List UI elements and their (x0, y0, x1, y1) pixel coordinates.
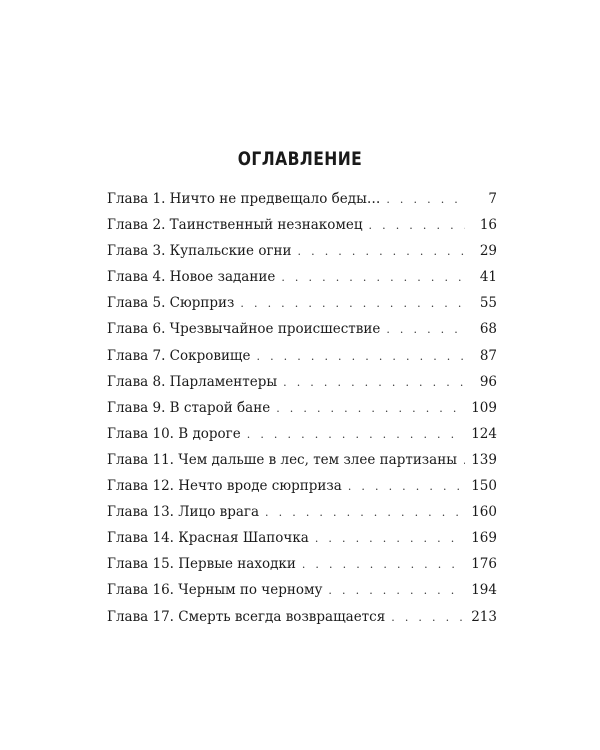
page-number: 96 (479, 373, 497, 390)
page-number: 55 (479, 295, 497, 312)
dot-leader (283, 370, 465, 396)
toc-entry (107, 316, 497, 342)
chapter-title: Глава 1. Ничто не предвещало беды… (107, 191, 381, 207)
page-number: 41 (479, 269, 497, 286)
chapter-title: Глава 12. Нечто вроде сюрприза (107, 478, 342, 495)
toc-entry (107, 525, 497, 551)
page-number: 160 (471, 504, 497, 521)
page-number: 29 (479, 243, 497, 260)
page-number: 109 (471, 399, 497, 416)
toc-entry (107, 343, 497, 369)
page-number: 213 (471, 608, 497, 625)
page-number: 169 (471, 530, 497, 547)
toc-entry (107, 212, 497, 238)
dot-leader (391, 605, 465, 631)
page-number: 150 (471, 478, 497, 495)
chapter-title: Глава 9. В старой бане (107, 399, 271, 416)
chapter-title: Глава 13. Лицо врага (107, 504, 260, 521)
chapter-title: Глава 11. Чем дальше в лес, тем злее партизаны (107, 451, 457, 468)
page-title: ОГЛАВЛЕНИЕ (237, 148, 363, 170)
page-number: 124 (471, 425, 497, 442)
table-of-contents (107, 186, 497, 630)
chapter-title: Глава 16. Черным по черному (107, 582, 323, 599)
chapter-title: Глава 6. Чрезвычайное происшествие (107, 321, 381, 338)
toc-entry (107, 421, 497, 447)
page-number: 7 (488, 191, 497, 207)
page-number: 16 (479, 217, 497, 234)
page-number: 194 (471, 582, 497, 599)
chapter-title: Глава 8. Парламентеры (107, 373, 278, 390)
page-number: 176 (471, 556, 497, 573)
toc-entry (107, 186, 497, 212)
chapter-title: Глава 17. Смерть всегда возвращается (107, 608, 386, 625)
toc-entry (107, 604, 497, 630)
chapter-title: Глава 2. Таинственный незнакомец (107, 217, 363, 234)
toc-entry (107, 577, 497, 603)
toc-entry (107, 264, 497, 290)
dot-leader (386, 187, 465, 213)
chapter-title: Глава 7. Сокровище (107, 347, 251, 364)
dot-leader (298, 239, 465, 265)
toc-entry (107, 447, 497, 473)
chapter-title: Глава 5. Сюрприз (107, 295, 235, 312)
dot-leader (281, 265, 465, 291)
chapter-title: Глава 4. Новое задание (107, 269, 276, 286)
dot-leader (256, 344, 465, 370)
dot-leader (328, 578, 465, 604)
dot-leader (276, 396, 465, 422)
chapter-title: Глава 15. Первые находки (107, 556, 296, 573)
dot-leader (247, 422, 465, 448)
toc-entry (107, 290, 497, 316)
toc-entry (107, 473, 497, 499)
toc-entry (107, 499, 497, 525)
dot-leader (315, 526, 465, 552)
dot-leader (348, 474, 465, 500)
page-number: 139 (471, 451, 497, 468)
dot-leader (386, 317, 465, 343)
page-number: 87 (479, 347, 497, 364)
toc-entry (107, 369, 497, 395)
dot-leader (240, 291, 465, 317)
dot-leader (302, 552, 465, 578)
toc-entry (107, 395, 497, 421)
toc-entry (107, 551, 497, 577)
dot-leader (265, 500, 465, 526)
chapter-title: Глава 14. Красная Шапочка (107, 530, 309, 547)
dot-leader (369, 213, 465, 239)
toc-entry (107, 238, 497, 264)
page-number: 68 (479, 321, 497, 338)
chapter-title: Глава 10. В дороге (107, 425, 241, 442)
chapter-title: Глава 3. Купальские огни (107, 243, 292, 260)
